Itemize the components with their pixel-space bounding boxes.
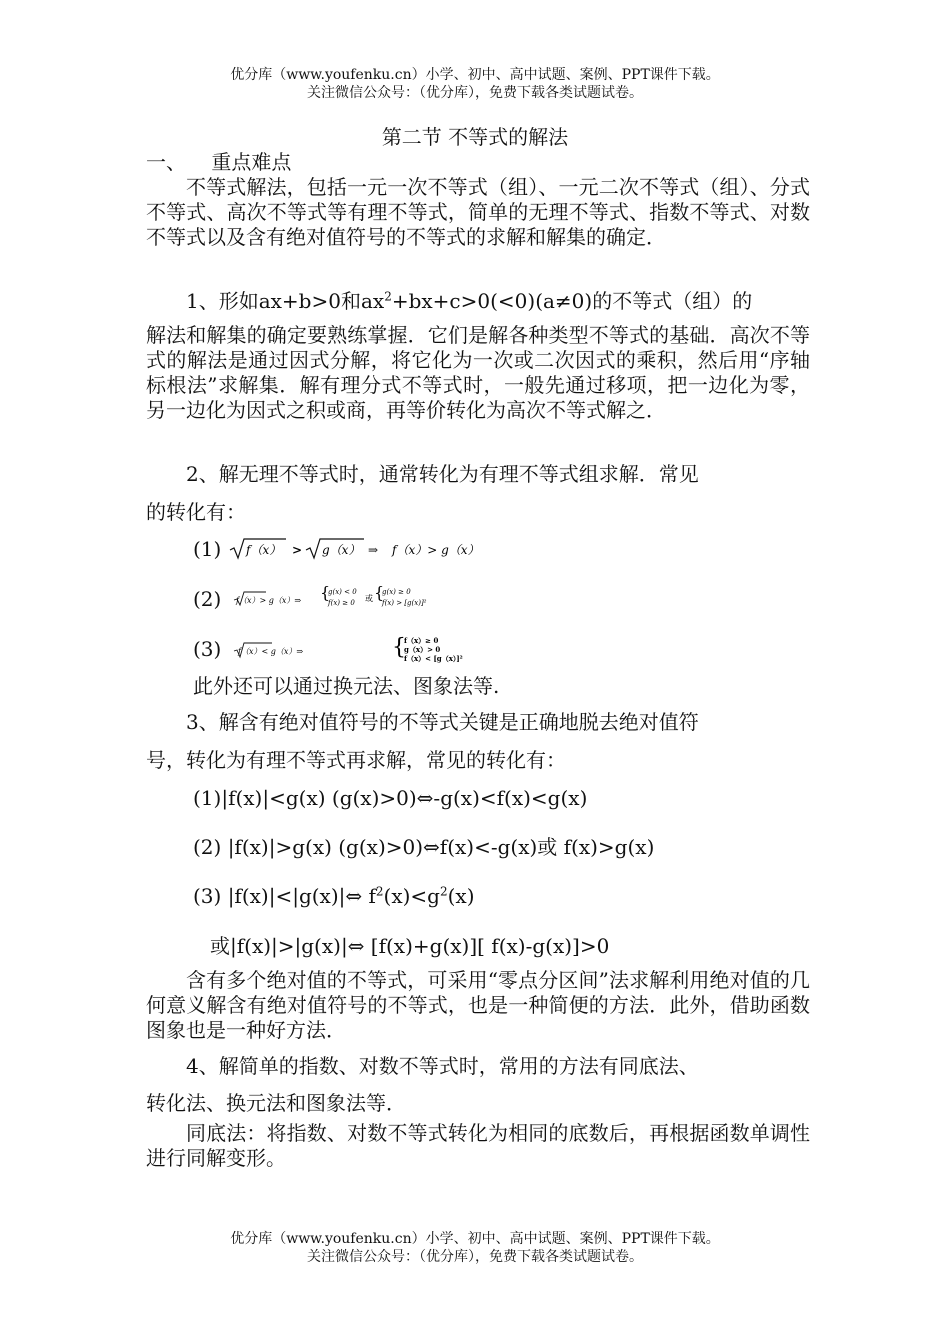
- point-1-body-block: [146, 323, 810, 423]
- implies-text: ⇒: [367, 542, 378, 557]
- rhs-text: f（x）> g（x）: [391, 542, 480, 557]
- point-2-extra: 此外还可以通过换元法、图象法等.: [193, 674, 500, 698]
- point-1: [146, 282, 810, 320]
- abs-formula-3-sup2: 2: [439, 884, 448, 899]
- point-4-para-block: [146, 1121, 810, 1171]
- f2-case1a: g(x) < 0: [327, 588, 357, 596]
- g-of-x-text: g（x）: [321, 542, 361, 557]
- f2-case2a: g(x) ≥ 0: [381, 588, 411, 596]
- abs-formula-2: (2) |f(x)|>g(x) (g(x)>0)⇔f(x)<-g(x)或 f(x)>g(x): [193, 835, 655, 859]
- point-1-body: 解法和解集的确定要熟练掌握．它们是解各种类型不等式的基础．高次不等式的解法是通过因式分解，将它化为一次或二次因式的乘积，然后用“序轴标根法”求解集．解有理分式不等式时，一般先通过移项，把一边化为零，另一边化为因式之积或商，再等价转化为高次不等式解之．: [146, 323, 810, 422]
- abs-formula-3b: (x)<g: [383, 884, 440, 908]
- point-1-sup: 2: [384, 289, 392, 304]
- point-1-lead-text: 1、形如ax+b>0和ax: [186, 289, 385, 313]
- section-1: [146, 150, 810, 250]
- header-line-1: 优分库（www.youfenku.cn）小学、初中、高中试题、案例、PPT课件下载。: [230, 67, 720, 83]
- section-1-heading: 一、 重点难点: [146, 150, 292, 174]
- point-4-line-2: 转化法、换元法和图象法等．: [146, 1091, 406, 1115]
- formula-2-label: (2): [193, 587, 222, 611]
- formula-1-svg: [228, 536, 488, 562]
- page-header: [0, 66, 950, 102]
- point-3-para-block: [146, 968, 810, 1043]
- point-1-lead: [146, 282, 810, 320]
- left-brace-icon: {: [373, 584, 384, 602]
- greater-text: >: [291, 542, 302, 557]
- point-4-para: 同底法：将指数、对数不等式转化为相同的底数后，再根据函数单调性进行同解变形。: [146, 1121, 810, 1170]
- point-2: [146, 455, 810, 531]
- footer-line-2: 关注微信公众号：（优分库），免费下载各类试题试卷。: [307, 1249, 643, 1265]
- f-of-x-text: f（x）: [245, 542, 281, 557]
- point-1-lead-tail: +bx+c>0(<0)(a≠0)的不等式（组）的: [391, 289, 753, 313]
- header-line-2: 关注微信公众号：（优分库），免费下载各类试题试卷。: [307, 85, 643, 101]
- formula-1-label: (1): [193, 536, 222, 561]
- f3-case2: g（x）> 0: [403, 645, 440, 654]
- abs-formula-3-sup1: 2: [375, 884, 384, 899]
- f3-case3: f（x）< [g（x）]²: [403, 654, 463, 663]
- page-footer: [0, 1230, 950, 1266]
- abs-formula-3c: (x): [447, 884, 475, 908]
- abs-formula-1: (1)|f(x)|<g(x) (g(x)>0)⇔-g(x)<f(x)<g(x): [193, 786, 588, 810]
- abs-formula-4: 或|f(x)|>|g(x)|⇔ [f(x)+g(x)][ f(x)-g(x)]>0: [210, 934, 610, 958]
- abs-formula-3: [193, 876, 475, 916]
- f3-case1: f（x）≥ 0: [403, 636, 439, 645]
- point-3-line-2: 号，转化为有理不等式再求解，常见的转化有：: [146, 748, 566, 772]
- point-3-para: 含有多个绝对值的不等式，可采用“零点分区间”法求解利用绝对值的几何意义解含有绝对值符号的不等式，也是一种简便的方法．此外，借助函数图象也是一种好方法．: [146, 968, 810, 1042]
- point-4: [146, 1047, 810, 1121]
- radical-formula-1: [193, 535, 488, 562]
- point-4-line-1: 4、解简单的指数、对数不等式时，常用的方法有同底法、: [186, 1054, 699, 1078]
- f3-lhs-text: f（x）< g（x）⇒: [237, 647, 303, 656]
- radical-formula-2: [193, 584, 488, 614]
- footer-line-1: 优分库（www.youfenku.cn）小学、初中、高中试题、案例、PPT课件下载。: [230, 1231, 720, 1247]
- point-3: [146, 703, 810, 779]
- f2-case1b: f(x) ≥ 0: [327, 599, 355, 607]
- formula-3-svg: [228, 633, 528, 665]
- abs-formula-3a: (3) |f(x)|<|g(x)|⇔ f: [193, 884, 376, 908]
- formula-3-label: (3): [193, 637, 222, 661]
- f2-case2b: f(x) > [g(x)]²: [381, 599, 427, 607]
- section-title: 第二节 不等式的解法: [381, 125, 569, 149]
- point-2-line-2: 的转化有：: [146, 500, 246, 524]
- f2-or: 或: [364, 594, 373, 603]
- left-brace-icon: {: [391, 635, 406, 660]
- point-2-line-1: 2、解无理不等式时，通常转化为有理不等式组求解．常见: [186, 462, 699, 486]
- section-1-intro: 不等式解法，包括一元一次不等式（组）、一元二次不等式（组）、分式不等式、高次不等式等有理不等式，简单的无理不等式、指数不等式、对数不等式以及含有绝对值符号的不等式的求解和解集的确定．: [146, 175, 810, 249]
- left-brace-icon: {: [319, 584, 330, 602]
- f2-lhs-text: f（x）> g（x）⇒: [235, 596, 301, 605]
- formula-2-svg: [228, 584, 488, 614]
- radical-formula-3: [193, 633, 528, 665]
- point-3-line-1: 3、解含有绝对值符号的不等式关键是正确地脱去绝对值符: [186, 710, 699, 734]
